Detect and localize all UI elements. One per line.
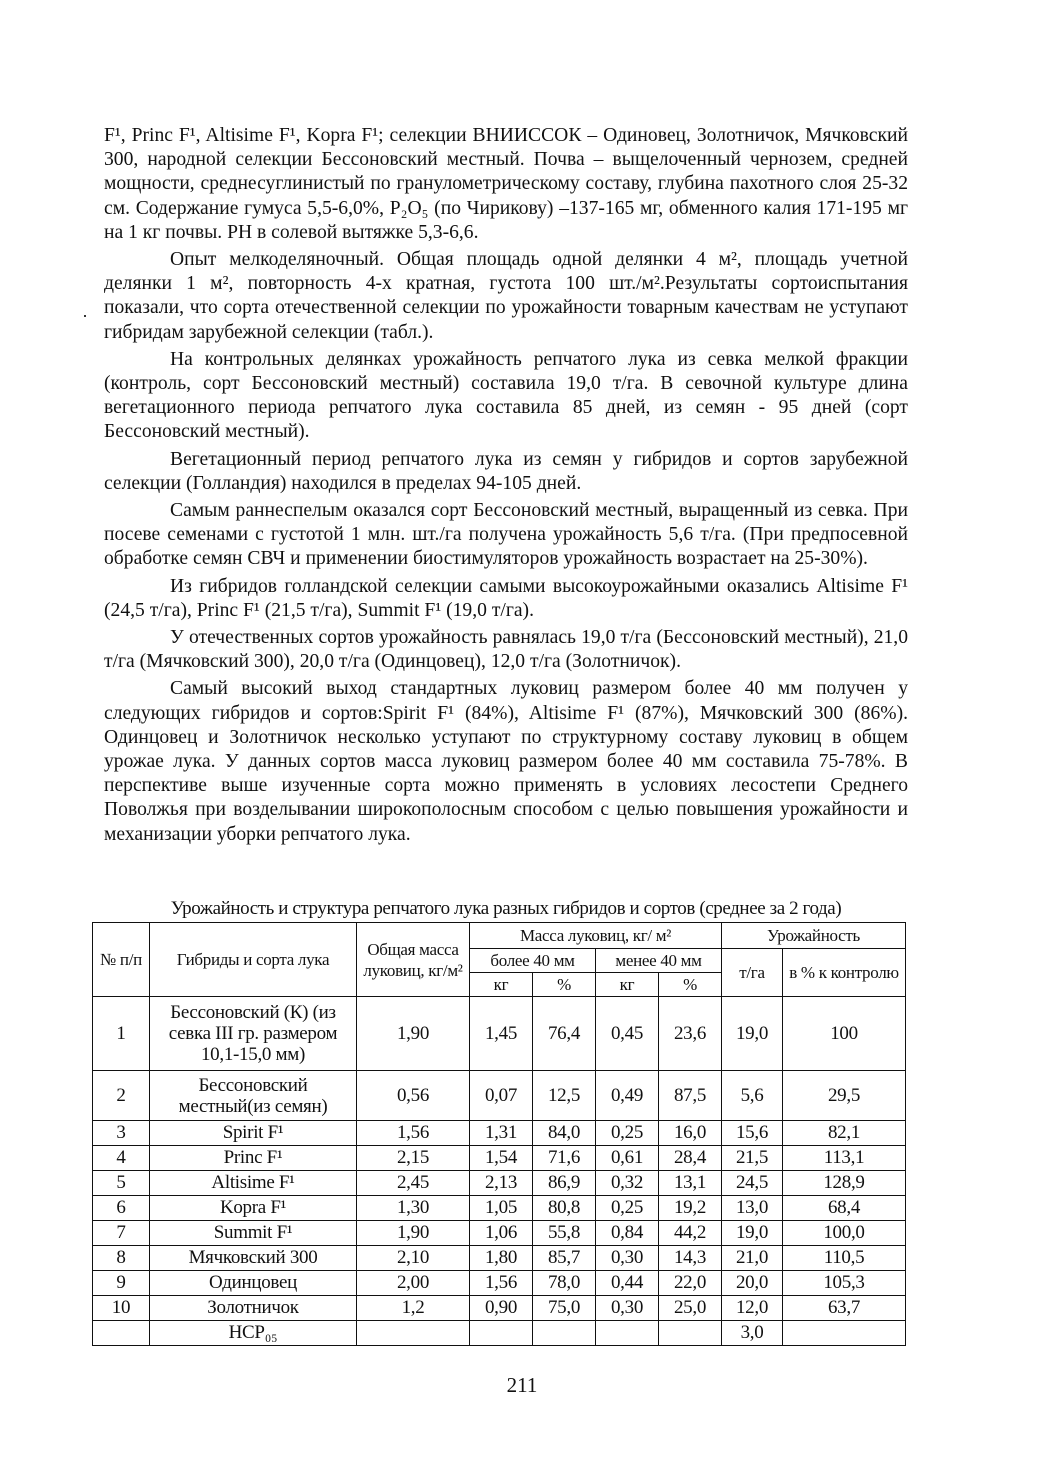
- table-row: [93, 1221, 906, 1246]
- cell-variety: Princ F¹: [150, 1146, 357, 1171]
- cell-less40-pct: 44,2: [659, 1221, 722, 1246]
- cell-num: [93, 1321, 150, 1346]
- cell-less40-kg: 0,30: [596, 1296, 659, 1321]
- cell-t-ha: 21,0: [722, 1246, 783, 1271]
- paragraph-5: Самым раннеспелым оказался сорт Бессоновский местный, выращенный из севка. При посеве семенами с густотой 1 млн. шт./га получена урожайность 5,6 т/га. (При предпосевной обработке семян СВЧ и применении биостимуляторов урожайность возрастает на 25-30%).: [104, 500, 908, 570]
- paragraph-2: Опыт мелкоделяночный. Общая площадь одной делянки 4 м², площадь учетной делянки 1 м², повторность 4-х кратная, густота 100 шт./м².Результаты сортоиспытания показали, что сорта отечественной селекции по урожайности товарным качествам не уступают гибридам зарубежной селекции (табл.).: [104, 249, 908, 343]
- cell-num: 4: [93, 1146, 150, 1171]
- cell-pct-control: 82,1: [783, 1121, 906, 1146]
- cell-total: 2,10: [357, 1246, 470, 1271]
- paragraph-8: Самый высокий выход стандартных луковиц размером более 40 мм получен у следующих гибридов и сортов:Spirit F¹ (84%), Altisime F¹ (87%), Мячковский 300 (86%). Одинцовец и Золотничок несколько уступают по структурному составу луковиц в общем урожае лука. У данных сортов масса луковиц размером более 40 мм составила 75-78%. В перспективе выше изученные сорта можно применять в условиях лесостепи Среднего Поволжья при возделывании широкополосным способом с целью повышения урожайности и механизации уборки репчатого лука.: [104, 678, 908, 845]
- cell-more40-pct: 86,9: [533, 1171, 596, 1196]
- cell-num: 6: [93, 1196, 150, 1221]
- cell-less40-pct: 16,0: [659, 1121, 722, 1146]
- header-bulb-mass: Масса луковиц, кг/ м²: [470, 923, 722, 949]
- cell-t-ha: 3,0: [722, 1321, 783, 1346]
- cell-more40-kg: 1,56: [470, 1271, 533, 1296]
- cell-variety: НСР₀₅: [150, 1321, 357, 1346]
- cell-pct-control: 100,0: [783, 1221, 906, 1246]
- cell-t-ha: 24,5: [722, 1171, 783, 1196]
- cell-t-ha: 15,6: [722, 1121, 783, 1146]
- cell-more40-kg: 1,31: [470, 1121, 533, 1146]
- cell-more40-kg: 2,13: [470, 1171, 533, 1196]
- table-row: [93, 1121, 906, 1146]
- cell-pct-control: 68,4: [783, 1196, 906, 1221]
- cell-pct-control: 105,3: [783, 1271, 906, 1296]
- cell-more40-kg: 0,90: [470, 1296, 533, 1321]
- table-row: [93, 1146, 906, 1171]
- paragraph-4: Вегетационный период репчатого лука из семян у гибридов и сортов зарубежной селекции (Голландия) находился в пределах 94-105 дней.: [104, 448, 908, 494]
- cell-t-ha: 21,5: [722, 1146, 783, 1171]
- header-variety: Гибриды и сорта лука: [150, 923, 357, 997]
- cell-pct-control: 128,9: [783, 1171, 906, 1196]
- cell-total: 1,56: [357, 1121, 470, 1146]
- header-less40: менее 40 мм: [596, 949, 722, 973]
- cell-variety: Бессоновский (К) (из севка III гр. размером 10,1-15,0 мм): [150, 997, 357, 1071]
- cell-num: 1: [93, 997, 150, 1071]
- cell-less40-kg: 0,30: [596, 1246, 659, 1271]
- cell-pct-control: 110,5: [783, 1246, 906, 1271]
- cell-less40-kg: 0,45: [596, 997, 659, 1071]
- header-num: № п/п: [93, 923, 150, 997]
- page-number: 211: [506, 1373, 538, 1397]
- cell-more40-kg: 1,05: [470, 1196, 533, 1221]
- cell-num: 10: [93, 1296, 150, 1321]
- cell-variety: Altisime F¹: [150, 1171, 357, 1196]
- cell-num: 9: [93, 1271, 150, 1296]
- cell-num: 7: [93, 1221, 150, 1246]
- paragraph-3: На контрольных делянках урожайность репчатого лука из севка мелкой фракции (контроль, сорт Бессоновский местный) составила 19,0 т/га. В севочной культуре длина вегетационного периода репчатого лука составила 85 дней, из семян - 95 дней (сорт Бессоновский местный).: [104, 348, 908, 443]
- cell-more40-pct: 84,0: [533, 1121, 596, 1146]
- cell-less40-pct: 28,4: [659, 1146, 722, 1171]
- table-caption: Урожайность и структура репчатого лука разных гибридов и сортов (среднее за 2 года): [170, 898, 842, 919]
- header-more40: более 40 мм: [470, 949, 596, 973]
- header-total-mass: Общая масса луковиц, кг/м²: [357, 923, 470, 997]
- cell-total: 1,2: [357, 1296, 470, 1321]
- cell-less40-pct: 19,2: [659, 1196, 722, 1221]
- cell-more40-pct: 12,5: [533, 1071, 596, 1121]
- table-row: [93, 1246, 906, 1271]
- header-t-ha: т/га: [722, 949, 783, 997]
- header-more40-pct: %: [533, 973, 596, 997]
- cell-num: 8: [93, 1246, 150, 1271]
- cell-t-ha: 13,0: [722, 1196, 783, 1221]
- cell-total: [357, 1321, 470, 1346]
- cell-num: 2: [93, 1071, 150, 1121]
- cell-pct-control: 29,5: [783, 1071, 906, 1121]
- table-row: [93, 1171, 906, 1196]
- cell-less40-kg: 0,61: [596, 1146, 659, 1171]
- cell-pct-control: [783, 1321, 906, 1346]
- table-row: [93, 997, 906, 1071]
- cell-t-ha: 19,0: [722, 1221, 783, 1246]
- cell-variety: Бессоновский местный(из семян): [150, 1071, 357, 1121]
- cell-more40-pct: 76,4: [533, 997, 596, 1071]
- cell-more40-kg: [470, 1321, 533, 1346]
- header-less40-kg: кг: [596, 973, 659, 997]
- cell-less40-pct: 14,3: [659, 1246, 722, 1271]
- cell-more40-kg: 1,45: [470, 997, 533, 1071]
- cell-less40-pct: 87,5: [659, 1071, 722, 1121]
- cell-pct-control: 63,7: [783, 1296, 906, 1321]
- cell-less40-pct: 13,1: [659, 1171, 722, 1196]
- cell-variety: Мячковский 300: [150, 1246, 357, 1271]
- cell-less40-pct: 23,6: [659, 997, 722, 1071]
- cell-num: 5: [93, 1171, 150, 1196]
- cell-variety: Золотничок: [150, 1296, 357, 1321]
- cell-less40-pct: 25,0: [659, 1296, 722, 1321]
- paragraph-6: Из гибридов голландской селекции самыми высокоурожайными оказались Altisime F¹ (24,5 т/га), Princ F¹ (21,5 т/га), Summit F¹ (19,0 т/га).: [104, 575, 908, 621]
- cell-variety: Kopra F¹: [150, 1196, 357, 1221]
- cell-less40-kg: 0,25: [596, 1196, 659, 1221]
- table-row: [93, 1321, 906, 1346]
- cell-total: 1,90: [357, 997, 470, 1071]
- cell-less40-kg: [596, 1321, 659, 1346]
- cell-less40-kg: 0,44: [596, 1271, 659, 1296]
- paragraph-7: У отечественных сортов урожайность равнялась 19,0 т/га (Бессоновский местный), 21,0 т/га (Мячковский 300), 20,0 т/га (Одинцовец), 12,0 т/га (Золотничок).: [104, 627, 908, 673]
- table-row: [93, 1296, 906, 1321]
- cell-more40-kg: 1,80: [470, 1246, 533, 1271]
- table-row: [93, 1071, 906, 1121]
- table-row: [93, 1271, 906, 1296]
- header-yield: Урожайность: [722, 923, 906, 949]
- paragraph-1: F¹, Princ F¹, Altisime F¹, Kopra F¹; селекции ВНИИССОК – Одиновец, Золотничок, Мячковский 300, народной селекции Бессоновский местный. Почва – выщелоченный чернозем, средней мощности, среднесуглинистый по гранулометрическому составу, глубина пахотного слоя 25-32 см. Содержание гумуса 5,5-6,0%, P₂O₅ (по Чирикову) –137-165 мг, обменного калия 171-195 мг на 1 кг почвы. PH в солевой вытяжке 5,3-6,6.: [104, 125, 908, 243]
- cell-t-ha: 5,6: [722, 1071, 783, 1121]
- cell-less40-pct: 22,0: [659, 1271, 722, 1296]
- header-pct-control: в % к контролю: [783, 949, 906, 997]
- cell-more40-pct: 80,8: [533, 1196, 596, 1221]
- cell-variety: Spirit F¹: [150, 1121, 357, 1146]
- cell-t-ha: 19,0: [722, 997, 783, 1071]
- cell-num: 3: [93, 1121, 150, 1146]
- cell-total: 1,30: [357, 1196, 470, 1221]
- cell-more40-pct: 78,0: [533, 1271, 596, 1296]
- table-row: [93, 1196, 906, 1221]
- cell-more40-pct: 55,8: [533, 1221, 596, 1246]
- cell-less40-kg: 0,84: [596, 1221, 659, 1246]
- header-more40-kg: кг: [470, 973, 533, 997]
- cell-t-ha: 20,0: [722, 1271, 783, 1296]
- cell-more40-pct: 75,0: [533, 1296, 596, 1321]
- cell-total: 0,56: [357, 1071, 470, 1121]
- cell-pct-control: 113,1: [783, 1146, 906, 1171]
- cell-more40-kg: 1,54: [470, 1146, 533, 1171]
- cell-more40-kg: 0,07: [470, 1071, 533, 1121]
- cell-variety: Summit F¹: [150, 1221, 357, 1246]
- body-text: [104, 124, 908, 850]
- cell-less40-kg: 0,49: [596, 1071, 659, 1121]
- cell-total: 2,15: [357, 1146, 470, 1171]
- cell-less40-pct: [659, 1321, 722, 1346]
- cell-less40-kg: 0,25: [596, 1121, 659, 1146]
- cell-less40-kg: 0,32: [596, 1171, 659, 1196]
- yield-table: [92, 922, 906, 1346]
- cell-more40-pct: [533, 1321, 596, 1346]
- header-less40-pct: %: [659, 973, 722, 997]
- cell-more40-pct: 71,6: [533, 1146, 596, 1171]
- margin-mark: [84, 315, 86, 317]
- cell-pct-control: 100: [783, 997, 906, 1071]
- cell-total: 1,90: [357, 1221, 470, 1246]
- cell-total: 2,00: [357, 1271, 470, 1296]
- cell-t-ha: 12,0: [722, 1296, 783, 1321]
- cell-more40-pct: 85,7: [533, 1246, 596, 1271]
- cell-variety: Одинцовец: [150, 1271, 357, 1296]
- cell-total: 2,45: [357, 1171, 470, 1196]
- cell-more40-kg: 1,06: [470, 1221, 533, 1246]
